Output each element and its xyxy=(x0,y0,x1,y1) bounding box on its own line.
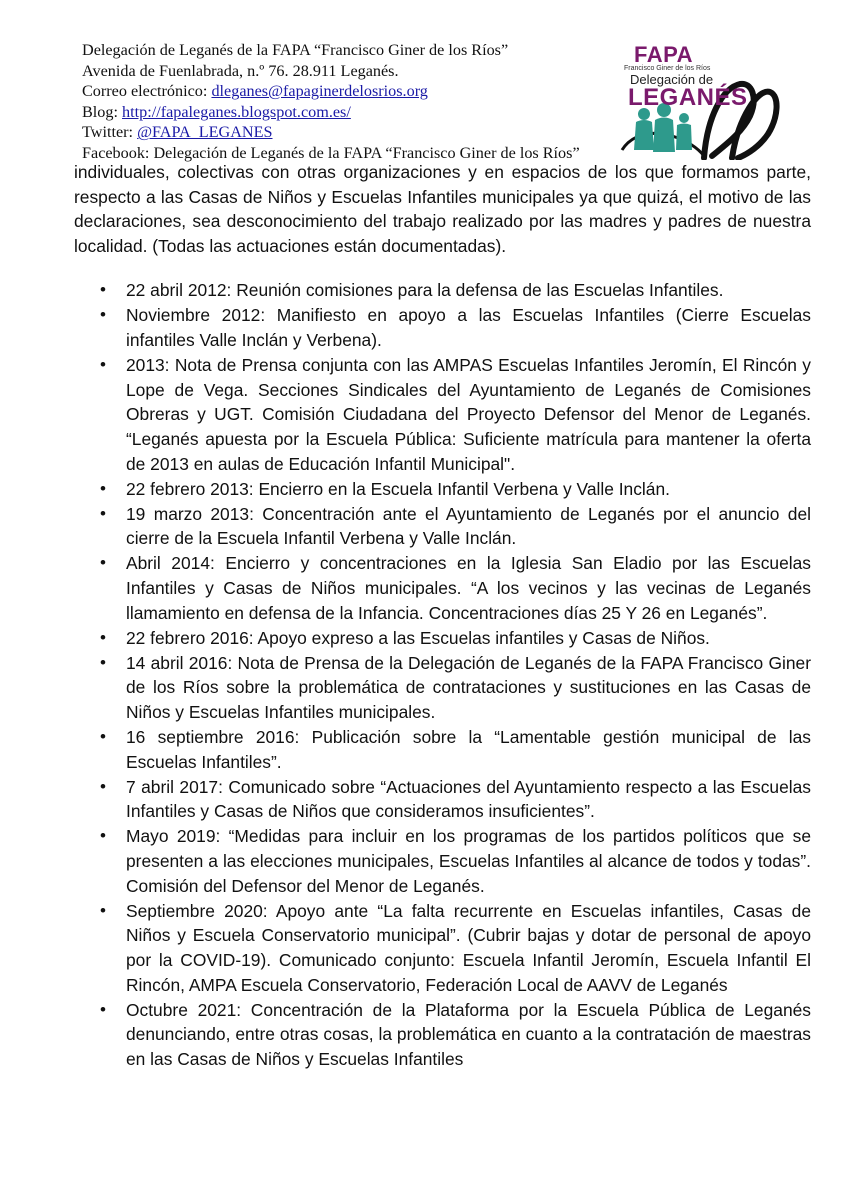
email-link[interactable]: dleganes@fapaginerdelosrios.org xyxy=(211,82,428,101)
bullet-icon: • xyxy=(100,999,106,1019)
event-text: 2013: Nota de Prensa conjunta con las AMPAS Escuelas Infantiles Jeromín, El Rincón y Lope de Vega. Secciones Sindicales del Ayuntamiento de Leganés de Comisiones Obreras y UGT. Comisión Ciudadana del Proyecto Defensor del Menor de Leganés. “Leganés apuesta por la Escuela Pública: Suficiente matrícula para mantener la oferta de 2013 en aulas de Educación Infantil Municipal". xyxy=(126,355,811,474)
event-text: Octubre 2021: Concentración de la Plataforma por la Escuela Pública de Leganés denunciando, entre otras cosas, la problemática en cuanto a la contratación de maestras en las Casas de Niños y Escuelas Infantiles xyxy=(126,999,811,1069)
event-item xyxy=(74,502,811,551)
event-item xyxy=(74,775,811,824)
letterhead-address: Avenida de Fuenlabrada, n.º 76. 28.911 Leganés. xyxy=(82,61,399,80)
bullet-icon: • xyxy=(100,280,106,300)
bullet-icon: • xyxy=(100,305,106,325)
letterhead xyxy=(82,40,642,164)
logo-delegacion: Delegación de xyxy=(630,72,714,87)
bullet-icon: • xyxy=(100,826,106,846)
twitter-link[interactable]: @FAPA_LEGANES xyxy=(137,123,273,142)
event-text: Mayo 2019: “Medidas para incluir en los programas de los partidos políticos que se presenten a las elecciones municipales, Escuelas Infantiles al alcance de todos y todas”. Comisión del Defensor del Menor de Leganés. xyxy=(126,826,811,896)
event-item xyxy=(74,477,811,502)
event-text: Abril 2014: Encierro y concentraciones en la Iglesia San Eladio por las Escuelas Infantiles y Casas de Niños municipales. “A los vecinos y las vecinas de Leganés llamamiento en defensa de la Infancia. Concentraciones días 25 Y 26 en Leganés”. xyxy=(126,553,811,623)
event-text: 14 abril 2016: Nota de Prensa de la Delegación de Leganés de la FAPA Francisco Giner de los Ríos sobre la problemática de contrataciones y sustituciones en las Casas de Niños y Escuelas Infantiles municipales. xyxy=(126,652,811,722)
event-item xyxy=(74,725,811,774)
bullet-icon: • xyxy=(100,503,106,523)
event-text: 22 abril 2012: Reunión comisiones para la defensa de las Escuelas Infantiles. xyxy=(126,280,724,301)
letterhead-facebook: Facebook: Delegación de Leganés de la FAPA “Francisco Giner de los Ríos” xyxy=(82,143,580,162)
letterhead-email-line xyxy=(82,81,642,102)
email-label: Correo electrónico: xyxy=(82,82,212,101)
twitter-label: Twitter: xyxy=(82,123,138,142)
letterhead-twitter-line xyxy=(82,122,642,143)
event-item xyxy=(74,899,811,997)
event-item xyxy=(74,353,811,476)
event-item xyxy=(74,651,811,725)
bullet-icon: • xyxy=(100,776,106,796)
logo-leganes-text: LEGANÉS xyxy=(628,84,748,111)
event-text: Noviembre 2012: Manifiesto en apoyo a las Escuelas Infantiles (Cierre Escuelas infantiles Valle Inclán y Verbena). xyxy=(126,305,811,351)
event-item xyxy=(74,303,811,352)
event-item xyxy=(74,551,811,625)
event-text: Septiembre 2020: Apoyo ante “La falta recurrente en Escuelas infantiles, Casas de Niños y Escuela Conservatorio municipal”. (Cubrir bajas y dotar de personal de apoyo por la COVID-19). Comunicado conjunto: Escuela Infantil Jeromín, Escuela Infantil El Rincón, AMPA Escuela Conservatorio, Federación Local de AAVV de Leganés xyxy=(126,900,811,995)
event-item xyxy=(74,626,811,651)
bullet-icon: • xyxy=(100,652,106,672)
logo-fapa-text: FAPA xyxy=(634,42,694,67)
letterhead-organization: Delegación de Leganés de la FAPA “Francisco Giner de los Ríos” xyxy=(82,41,509,59)
event-text: 22 febrero 2016: Apoyo expreso a las Escuelas infantiles y Casas de Niños. xyxy=(126,627,710,648)
event-text: 16 septiembre 2016: Publicación sobre la “Lamentable gestión municipal de las Escuelas Infantiles”. xyxy=(126,727,811,772)
bullet-icon: • xyxy=(100,553,106,573)
bullet-icon: • xyxy=(100,355,106,375)
bullet-icon: • xyxy=(100,727,106,747)
intro-paragraph: individuales, colectivas con otras organizaciones y en espacios de los que formamos parte, respecto a las Casas de Niños y Escuelas Infantiles municipales ya que quizá, el motivo de las declaraciones, sea desconocimiento del trabajo realizado por las madres y padres de nuestra localidad. (Todas las actuaciones están documentadas). xyxy=(74,162,811,256)
event-text: 19 marzo 2013: Concentración ante el Ayuntamiento de Leganés por el anuncio del cierre de la Escuela Infantil Verbena y Valle Inclán. xyxy=(126,503,811,549)
event-item xyxy=(74,278,811,303)
event-text: 22 febrero 2013: Encierro en la Escuela Infantil Verbena y Valle Inclán. xyxy=(126,478,670,499)
event-text: 7 abril 2017: Comunicado sobre “Actuaciones del Ayuntamiento respecto a las Escuelas Infantiles y Casas de Niños que consideramos insuficientes”. xyxy=(126,776,811,822)
event-item xyxy=(74,824,811,898)
bullet-icon: • xyxy=(100,478,106,498)
bullet-icon: • xyxy=(100,627,106,647)
document-body xyxy=(74,160,811,1072)
event-item xyxy=(74,998,811,1072)
fapa-leganes-logo xyxy=(612,38,782,160)
logo-subtitle: Francisco Giner de los Ríos xyxy=(624,65,711,72)
events-list xyxy=(74,278,811,1071)
letterhead-blog-line xyxy=(82,102,642,123)
bullet-icon: • xyxy=(100,900,106,920)
blog-link[interactable]: http://fapaleganes.blogspot.com.es/ xyxy=(122,102,351,121)
blog-label: Blog: xyxy=(82,102,123,121)
